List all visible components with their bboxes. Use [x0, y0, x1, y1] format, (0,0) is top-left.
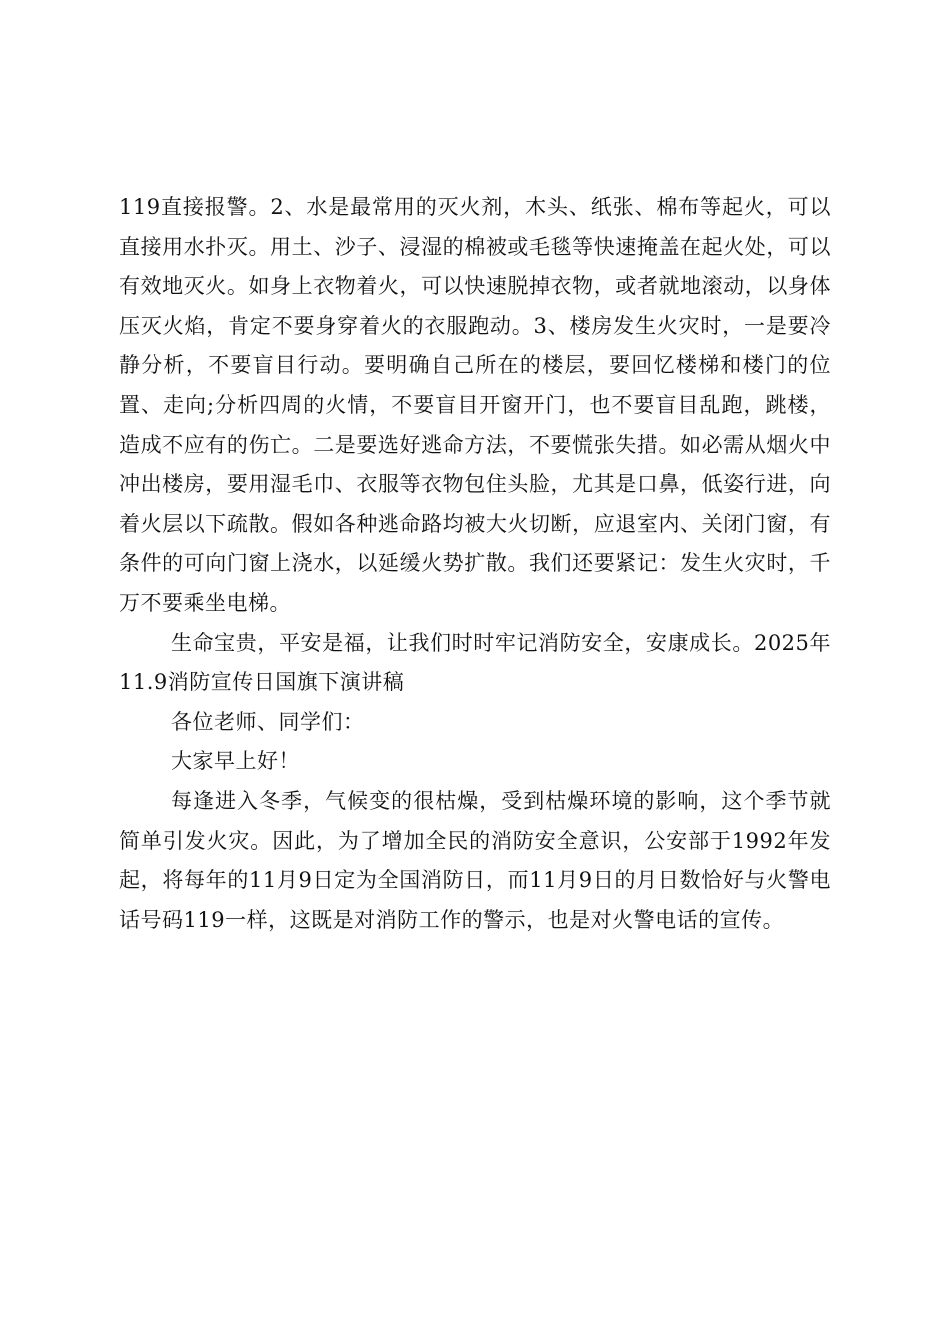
- document-body: [119, 188, 831, 940]
- paragraph-closing-and-title: 生命宝贵，平安是福，让我们时时牢记消防安全，安康成长。2025年11.9消防宣传日国旗下演讲稿: [119, 630, 831, 695]
- paragraph-fire-day-intro: 每逢进入冬季，气候变的很枯燥，受到枯燥环境的影响，这个季节就简单引发火灾。因此，为了增加全民的消防安全意识，公安部于1992年发起，将每年的11月9日定为全国消防日，而11月9日的月日数恰好与火警电话号码119一样，这既是对消防工作的警示，也是对火警电话的宣传。: [119, 788, 831, 932]
- paragraph-fire-safety-tips: 119直接报警。2、水是最常用的灭火剂，木头、纸张、棉布等起火，可以直接用水扑灭。用土、沙子、浸湿的棉被或毛毯等快速掩盖在起火处，可以有效地灭火。如身上衣物着火，可以快速脱掉衣物，或者就地滚动，以身体压灭火焰，肯定不要身穿着火的衣服跑动。3、楼房发生火灾时，一是要冷静分析，不要盲目行动。要明确自己所在的楼层，要回忆楼梯和楼门的位置、走向;分析四周的火情，不要盲目开窗开门，也不要盲目乱跑，跳楼，造成不应有的伤亡。二是要选好逃命方法，不要慌张失措。如必需从烟火中冲出楼房，要用湿毛巾、衣服等衣物包住头脸，尤其是口鼻，低姿行进，向着火层以下疏散。假如各种逃命路均被大火切断，应退室内、关闭门窗，有条件的可向门窗上浇水，以延缓火势扩散。我们还要紧记：发生火灾时，千万不要乘坐电梯。: [119, 195, 831, 615]
- paragraph-greeting: 大家早上好！: [171, 749, 300, 774]
- paragraph-salutation: 各位老师、同学们：: [171, 709, 365, 734]
